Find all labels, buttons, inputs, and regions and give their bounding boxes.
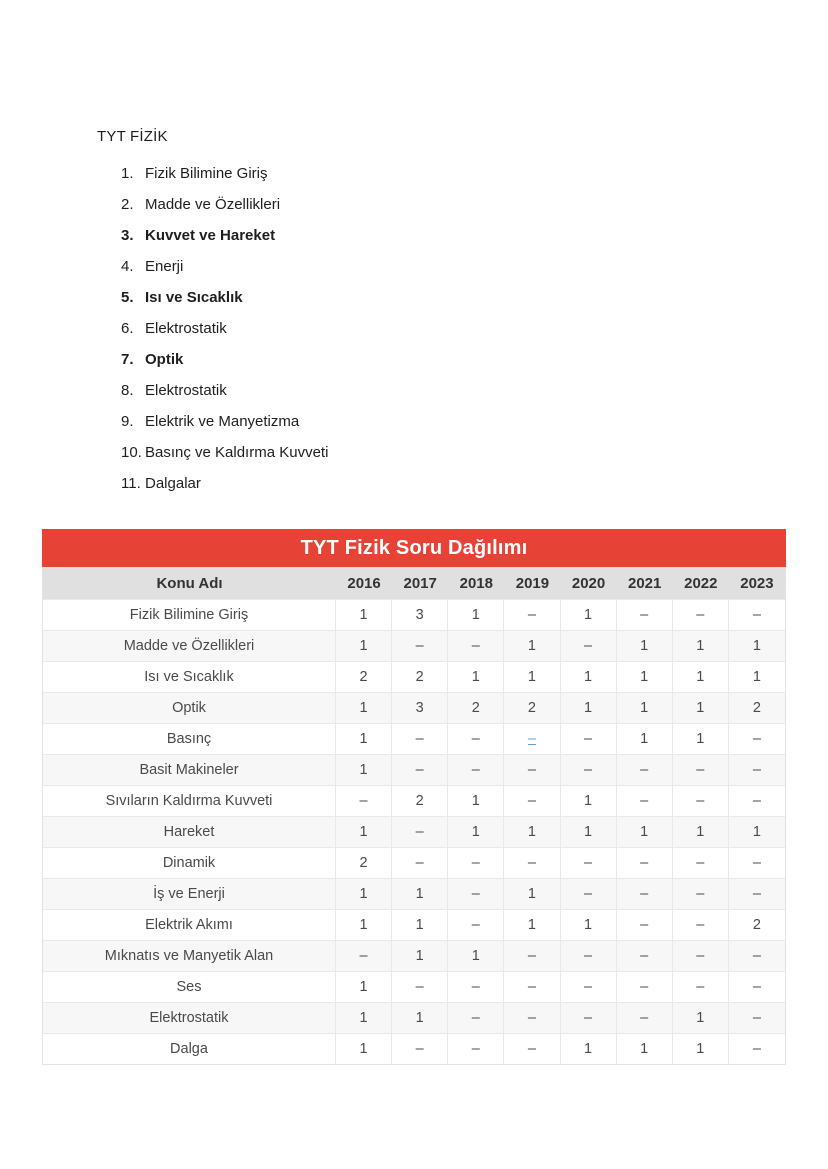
col-header-year-2023: 2023 bbox=[729, 567, 785, 599]
value-cell: 1 bbox=[561, 1033, 617, 1064]
list-item-number: 2. bbox=[121, 196, 134, 213]
value-cell: 1 bbox=[448, 599, 504, 630]
value-cell: – bbox=[729, 971, 785, 1002]
value-cell: 1 bbox=[617, 1033, 673, 1064]
topic-cell: Elektrostatik bbox=[43, 1002, 336, 1033]
list-item-number: 10. bbox=[121, 444, 142, 461]
value-cell: 1 bbox=[336, 599, 392, 630]
table-row bbox=[43, 630, 785, 661]
value-cell: – bbox=[617, 971, 673, 1002]
list-item-label: Kuvvet ve Hareket bbox=[145, 227, 276, 244]
value-cell: – bbox=[729, 754, 785, 785]
list-item-number: 1. bbox=[121, 165, 134, 182]
value-cell: – bbox=[561, 754, 617, 785]
value-cell: – bbox=[561, 971, 617, 1002]
value-cell: 1 bbox=[336, 630, 392, 661]
value-cell: – bbox=[729, 847, 785, 878]
value-cell: 1 bbox=[561, 692, 617, 723]
value-cell: – bbox=[392, 723, 448, 754]
value-cell: – bbox=[673, 754, 729, 785]
value-cell: – bbox=[673, 909, 729, 940]
value-cell: – bbox=[504, 599, 560, 630]
value-cell: 1 bbox=[673, 1002, 729, 1033]
value-cell: – bbox=[673, 971, 729, 1002]
topic-cell: Optik bbox=[43, 692, 336, 723]
value-cell: – bbox=[729, 1002, 785, 1033]
value-cell: – bbox=[448, 723, 504, 754]
col-header-year-2020: 2020 bbox=[561, 567, 617, 599]
list-item bbox=[97, 382, 657, 413]
list-item bbox=[97, 165, 657, 196]
value-cell: 1 bbox=[448, 816, 504, 847]
value-cell: 1 bbox=[336, 971, 392, 1002]
value-cell: 2 bbox=[448, 692, 504, 723]
value-cell: – bbox=[729, 878, 785, 909]
value-cell: 2 bbox=[729, 692, 785, 723]
list-item-number: 11. bbox=[121, 475, 141, 492]
topic-cell: Elektrik Akımı bbox=[43, 909, 336, 940]
value-cell: 1 bbox=[392, 1002, 448, 1033]
table-row bbox=[43, 1033, 785, 1064]
table-row bbox=[43, 940, 785, 971]
value-cell: – bbox=[617, 940, 673, 971]
value-cell: – bbox=[392, 630, 448, 661]
list-item-label: Enerji bbox=[145, 258, 184, 275]
col-header-year-2018: 2018 bbox=[448, 567, 504, 599]
table-row bbox=[43, 816, 785, 847]
col-header-year-2022: 2022 bbox=[673, 567, 729, 599]
value-cell: 1 bbox=[617, 692, 673, 723]
basinc-2019-link[interactable]: – bbox=[527, 731, 536, 747]
value-cell: – bbox=[673, 599, 729, 630]
col-header-year-2017: 2017 bbox=[392, 567, 448, 599]
col-header-year-2016: 2016 bbox=[336, 567, 392, 599]
list-item bbox=[97, 289, 657, 320]
value-cell: 1 bbox=[504, 909, 560, 940]
list-item-label: Elektrostatik bbox=[145, 382, 227, 399]
table-row bbox=[43, 723, 785, 754]
list-item-label: Isı ve Sıcaklık bbox=[145, 289, 243, 306]
topic-list bbox=[97, 165, 657, 506]
list-item-label: Elektrik ve Manyetizma bbox=[145, 413, 300, 430]
value-cell: 1 bbox=[504, 816, 560, 847]
list-item-label: Fizik Bilimine Giriş bbox=[145, 165, 268, 182]
value-cell: – bbox=[504, 847, 560, 878]
value-cell: – bbox=[392, 1033, 448, 1064]
topic-cell: Dinamik bbox=[43, 847, 336, 878]
value-cell: 1 bbox=[673, 723, 729, 754]
col-header-konu: Konu Adı bbox=[43, 567, 336, 599]
list-item-label: Elektrostatik bbox=[145, 320, 227, 337]
soru-table bbox=[43, 567, 785, 1064]
list-item-label: Dalgalar bbox=[145, 475, 201, 492]
value-cell: – bbox=[617, 1002, 673, 1033]
value-cell: 1 bbox=[673, 630, 729, 661]
list-item bbox=[97, 196, 657, 227]
value-cell: – bbox=[504, 785, 560, 816]
value-cell: 1 bbox=[561, 661, 617, 692]
topic-list-block bbox=[97, 128, 657, 506]
table-header-row bbox=[43, 567, 785, 599]
value-cell: 1 bbox=[729, 661, 785, 692]
list-item bbox=[97, 320, 657, 351]
table-row bbox=[43, 785, 785, 816]
value-cell: 1 bbox=[392, 878, 448, 909]
list-item bbox=[97, 258, 657, 289]
value-cell: 1 bbox=[336, 723, 392, 754]
value-cell: – bbox=[561, 723, 617, 754]
list-item-number: 6. bbox=[121, 320, 134, 337]
topic-cell: İş ve Enerji bbox=[43, 878, 336, 909]
value-cell: 1 bbox=[336, 1002, 392, 1033]
value-cell: – bbox=[561, 940, 617, 971]
value-cell: – bbox=[673, 847, 729, 878]
value-cell: – bbox=[673, 785, 729, 816]
list-item bbox=[97, 475, 657, 506]
value-cell: – bbox=[448, 878, 504, 909]
value-cell: 1 bbox=[617, 630, 673, 661]
value-cell: 1 bbox=[448, 661, 504, 692]
value-cell: – bbox=[561, 878, 617, 909]
list-item-number: 4. bbox=[121, 258, 134, 275]
table-title: TYT Fizik Soru Dağılımı bbox=[42, 529, 786, 567]
table-row bbox=[43, 878, 785, 909]
value-cell: – bbox=[392, 816, 448, 847]
value-cell: 1 bbox=[617, 723, 673, 754]
value-cell: 1 bbox=[729, 816, 785, 847]
value-cell: 2 bbox=[392, 661, 448, 692]
table-body bbox=[43, 599, 785, 1064]
list-item-label: Optik bbox=[145, 351, 184, 368]
value-cell: 1 bbox=[336, 1033, 392, 1064]
value-cell: 2 bbox=[729, 909, 785, 940]
list-item-number: 9. bbox=[121, 413, 134, 430]
value-cell: 1 bbox=[673, 1033, 729, 1064]
list-item-label: Madde ve Özellikleri bbox=[145, 196, 281, 213]
value-cell: 1 bbox=[336, 816, 392, 847]
value-cell: – bbox=[392, 847, 448, 878]
value-cell: 1 bbox=[673, 661, 729, 692]
value-cell: – bbox=[448, 754, 504, 785]
value-cell: – bbox=[448, 971, 504, 1002]
value-cell: – bbox=[504, 940, 560, 971]
value-cell: – bbox=[673, 940, 729, 971]
value-cell: – bbox=[617, 878, 673, 909]
value-cell: 1 bbox=[617, 816, 673, 847]
value-cell: – bbox=[561, 1002, 617, 1033]
value-cell: – bbox=[617, 599, 673, 630]
value-cell: – bbox=[448, 909, 504, 940]
value-cell: 1 bbox=[392, 909, 448, 940]
value-cell: – bbox=[504, 1033, 560, 1064]
value-cell: – bbox=[561, 847, 617, 878]
topic-cell: Basit Makineler bbox=[43, 754, 336, 785]
value-cell: 1 bbox=[617, 661, 673, 692]
value-cell: 1 bbox=[392, 940, 448, 971]
value-cell: – bbox=[617, 754, 673, 785]
value-cell: 1 bbox=[561, 909, 617, 940]
topic-cell: Mıknatıs ve Manyetik Alan bbox=[43, 940, 336, 971]
value-cell: – bbox=[729, 940, 785, 971]
value-cell: – bbox=[504, 971, 560, 1002]
soru-dagilimi-table bbox=[42, 530, 786, 1065]
value-cell: 2 bbox=[336, 847, 392, 878]
value-cell: 1 bbox=[673, 816, 729, 847]
value-cell: 1 bbox=[336, 754, 392, 785]
list-item-number: 8. bbox=[121, 382, 134, 399]
topic-cell: Fizik Bilimine Giriş bbox=[43, 599, 336, 630]
table-row bbox=[43, 1002, 785, 1033]
value-cell: 3 bbox=[392, 599, 448, 630]
value-cell: 1 bbox=[336, 878, 392, 909]
topic-cell: Dalga bbox=[43, 1033, 336, 1064]
value-cell: 2 bbox=[504, 692, 560, 723]
list-item-number: 3. bbox=[121, 227, 134, 244]
table-row bbox=[43, 971, 785, 1002]
table-row bbox=[43, 847, 785, 878]
table-row bbox=[43, 909, 785, 940]
list-item-number: 7. bbox=[121, 351, 134, 368]
value-cell: – bbox=[448, 630, 504, 661]
value-cell: – bbox=[729, 599, 785, 630]
value-cell: – bbox=[729, 1033, 785, 1064]
topic-cell: Sıvıların Kaldırma Kuvveti bbox=[43, 785, 336, 816]
value-cell: – bbox=[336, 785, 392, 816]
value-cell: – bbox=[336, 940, 392, 971]
value-cell: 1 bbox=[448, 785, 504, 816]
value-cell: 1 bbox=[504, 878, 560, 909]
table-row bbox=[43, 599, 785, 630]
value-cell: 1 bbox=[504, 630, 560, 661]
topic-cell: Ses bbox=[43, 971, 336, 1002]
value-cell: 1 bbox=[561, 816, 617, 847]
value-cell: 1 bbox=[336, 909, 392, 940]
table-row bbox=[43, 661, 785, 692]
value-cell: – bbox=[673, 878, 729, 909]
topic-cell: Basınç bbox=[43, 723, 336, 754]
value-cell: 1 bbox=[336, 692, 392, 723]
value-cell: 2 bbox=[392, 785, 448, 816]
value-cell: – bbox=[617, 847, 673, 878]
value-cell: – bbox=[617, 909, 673, 940]
col-header-year-2021: 2021 bbox=[617, 567, 673, 599]
topic-cell: Madde ve Özellikleri bbox=[43, 630, 336, 661]
topic-cell: Hareket bbox=[43, 816, 336, 847]
value-cell: 1 bbox=[729, 630, 785, 661]
value-cell: – bbox=[729, 723, 785, 754]
value-cell: – bbox=[392, 971, 448, 1002]
value-cell: 3 bbox=[392, 692, 448, 723]
value-cell: 1 bbox=[504, 661, 560, 692]
col-header-year-2019: 2019 bbox=[504, 567, 560, 599]
value-cell: – bbox=[392, 754, 448, 785]
list-item-number: 5. bbox=[121, 289, 134, 306]
list-item bbox=[97, 413, 657, 444]
value-cell bbox=[504, 723, 560, 754]
value-cell: – bbox=[504, 1002, 560, 1033]
value-cell: 1 bbox=[561, 785, 617, 816]
value-cell: – bbox=[729, 785, 785, 816]
value-cell: – bbox=[617, 785, 673, 816]
list-item bbox=[97, 227, 657, 258]
list-item bbox=[97, 351, 657, 382]
table-row bbox=[43, 692, 785, 723]
value-cell: 1 bbox=[561, 599, 617, 630]
topic-cell: Isı ve Sıcaklık bbox=[43, 661, 336, 692]
value-cell: 1 bbox=[673, 692, 729, 723]
page-title: TYT FİZİK bbox=[97, 128, 168, 145]
value-cell: – bbox=[504, 754, 560, 785]
value-cell: – bbox=[561, 630, 617, 661]
list-item-label: Basınç ve Kaldırma Kuvveti bbox=[145, 444, 329, 461]
list-item bbox=[97, 444, 657, 475]
value-cell: 1 bbox=[448, 940, 504, 971]
table-row bbox=[43, 754, 785, 785]
value-cell: – bbox=[448, 847, 504, 878]
value-cell: – bbox=[448, 1033, 504, 1064]
value-cell: – bbox=[448, 1002, 504, 1033]
value-cell: 2 bbox=[336, 661, 392, 692]
